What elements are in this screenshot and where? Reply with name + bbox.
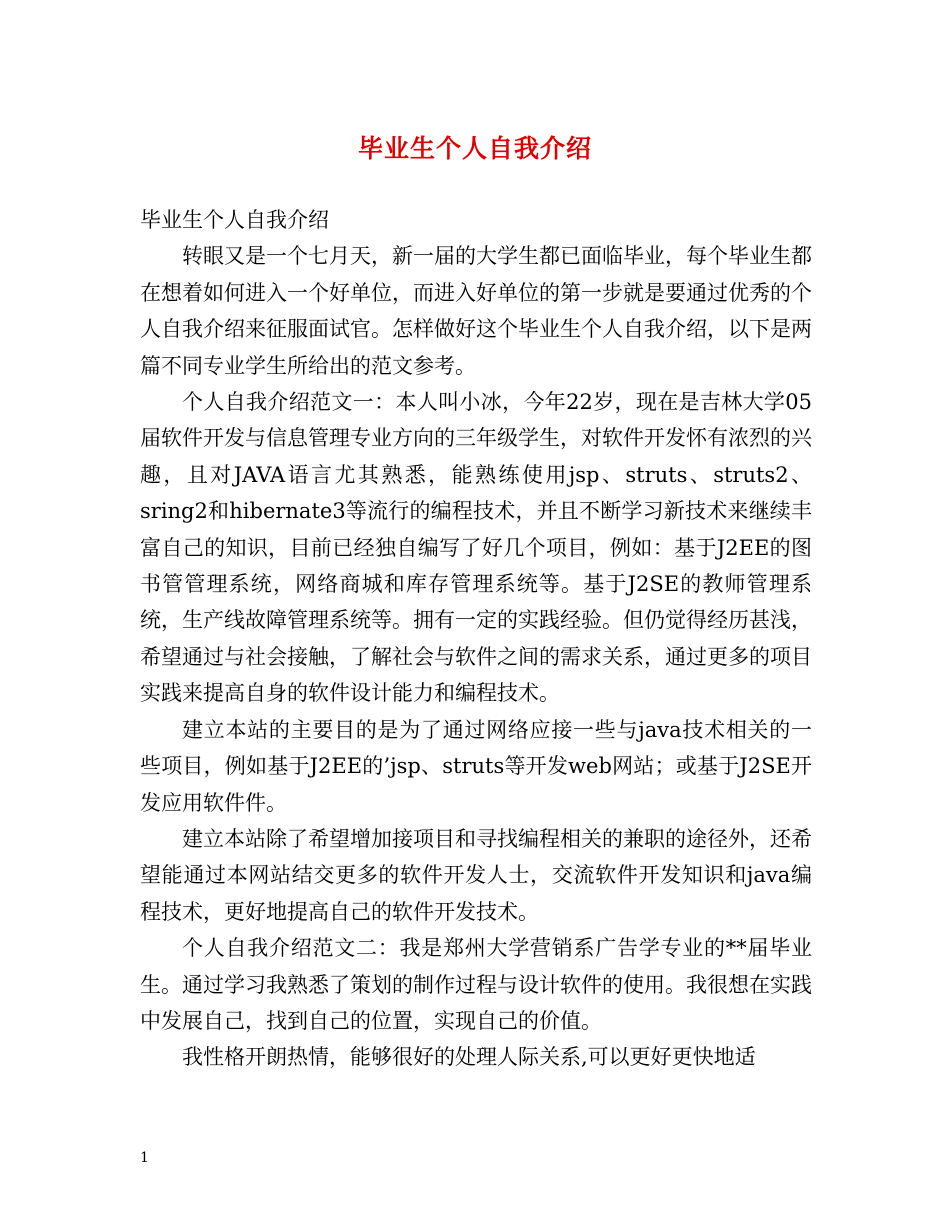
- document-title: 毕业生个人自我介绍: [357, 134, 592, 163]
- page-number: 1: [140, 1150, 149, 1166]
- paragraph-sample-one: 个人自我介绍范文一：本人叫小冰，今年22岁，现在是吉林大学05届软件开发与信息管理专业方向的三年级学生，对软件开发怀有浓烈的兴趣，且对JAVA语言尤其熟悉，能熟练使用jsp、struts、struts2、sring2和hibernate3等流行的编程技术，并且不断学习新技术来继续丰富自己的知识，目前已经独自编写了好几个项目，例如：基于J2EE的图书管管理系统，网络商城和库存管理系统等。基于J2SE的教师管理系统，生产线故障管理系统等。拥有一定的实践经验。但仍觉得经历甚浅，希望通过与社会接触，了解社会与软件之间的需求关系，通过更多的项目实践来提高自身的软件设计能力和编程技术。: [140, 390, 812, 706]
- paragraph-intro: 转眼又是一个七月天，新一届的大学生都已面临毕业，每个毕业生都在想着如何进入一个好单位，而进入好单位的第一步就是要通过优秀的个人自我介绍来征服面试官。怎样做好这个毕业生个人自我介绍，以下是两篇不同专业学生所给出的范文参考。: [140, 244, 812, 378]
- paragraph-sample-two: 个人自我介绍范文二：我是郑州大学营销系广告学专业的**届毕业生。通过学习我熟悉了策划的制作过程与设计软件的使用。我很想在实践中发展自己，找到自己的位置，实现自己的价值。: [140, 936, 812, 1033]
- document-subheading: 毕业生个人自我介绍: [140, 208, 329, 232]
- paragraph-site-purpose: 建立本站的主要目的是为了通过网络应接一些与java技术相关的一些项目，例如基于J2EE的’jsp、struts等开发web网站；或基于J2SE开发应用软件件。: [140, 717, 812, 815]
- paragraph-personality: 我性格开朗热情，能够很好的处理人际关系,可以更好更快地适: [182, 1045, 756, 1070]
- document-body: [140, 202, 812, 1076]
- paragraph-site-goals: 建立本站除了希望增加接项目和寻找编程相关的兼职的途径外，还希望能通过本网站结交更多的软件开发人士，交流软件开发知识和java编程技术，更好地提高自己的软件开发技术。: [140, 826, 812, 924]
